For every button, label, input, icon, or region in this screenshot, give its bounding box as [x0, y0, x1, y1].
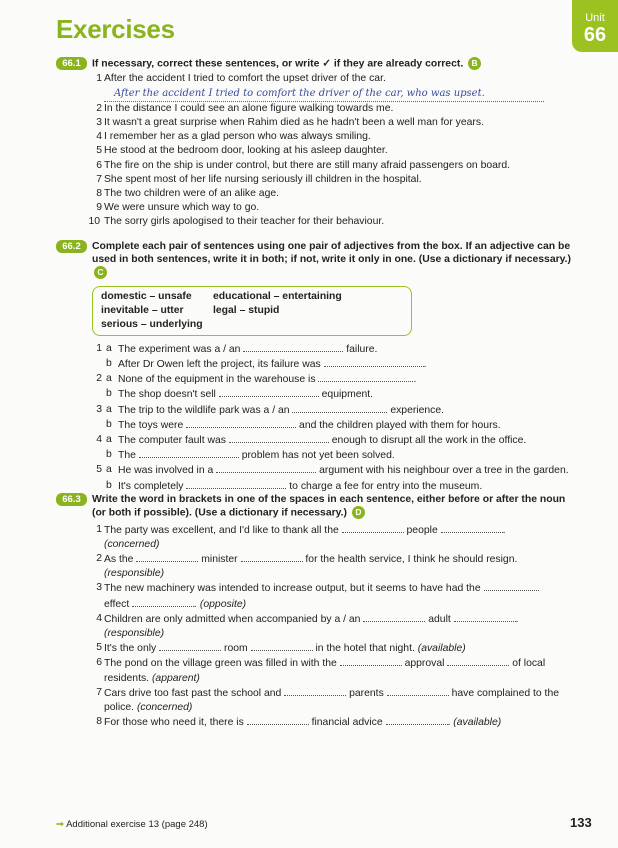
- list-item: b The problem has not yet been solved.: [106, 449, 395, 462]
- example-answer: [56, 87, 576, 102]
- list-item: b The shop doesn't sell equipment.: [106, 388, 374, 401]
- answer-blank[interactable]: [340, 656, 402, 666]
- answer-blank[interactable]: [186, 479, 286, 489]
- unit-number: 66: [583, 24, 607, 46]
- answer-blank[interactable]: [318, 372, 413, 382]
- exercise-66-3: [56, 493, 576, 731]
- page-number: 133: [570, 815, 592, 830]
- answer-blank[interactable]: [454, 612, 516, 622]
- item-list: [56, 523, 576, 731]
- section-badge: B: [468, 57, 481, 70]
- word-pair: educational – entertaining: [213, 290, 342, 302]
- answer-blank[interactable]: [284, 686, 346, 696]
- answer-blank[interactable]: [324, 357, 424, 367]
- handwritten-answer: After the accident I tried to comfort the driver of the car, who was upset.: [104, 87, 544, 102]
- answer-blank[interactable]: [186, 418, 296, 428]
- exercise-number: 66.1: [56, 57, 87, 70]
- exercise-heading: [56, 240, 576, 280]
- answer-blank[interactable]: [387, 686, 449, 696]
- answer-blank[interactable]: [386, 715, 448, 725]
- unit-tab: [572, 0, 618, 52]
- answer-blank[interactable]: [136, 552, 198, 562]
- answer-blank[interactable]: [132, 597, 194, 607]
- word-pair: inevitable – utter: [101, 304, 184, 316]
- answer-blank[interactable]: [363, 612, 425, 622]
- answer-blank[interactable]: [229, 433, 329, 443]
- list-item: 9 We were unsure which way to go.: [96, 202, 260, 214]
- list-item: b It's completely to charge a fee for entry into the museum.: [106, 479, 483, 492]
- answer-blank[interactable]: [484, 581, 539, 591]
- list-item: 4 I remember her as a glad person who was always smiling.: [96, 131, 371, 143]
- list-item: 6 The pond on the village green was filled in with the approval of local residents. (apparent): [96, 657, 546, 684]
- list-item: 3 a The trip to the wildlife park was a / an experience.: [96, 403, 445, 416]
- list-item: 2 As the minister for the health service, I think he should resign. (responsible): [96, 553, 518, 580]
- item-list: [56, 72, 576, 229]
- additional-exercise-link[interactable]: ➞ Additional exercise 13 (page 248): [56, 819, 208, 830]
- exercise-number: 66.3: [56, 493, 87, 506]
- list-item: 8 For those who need it, there is financial advice . (available): [96, 716, 502, 729]
- word-pair: legal – stupid: [213, 304, 280, 316]
- page-title: Exercises: [56, 14, 175, 44]
- answer-blank[interactable]: [241, 552, 303, 562]
- list-item: 10 The sorry girls apologised to their teacher for their behaviour.: [88, 216, 385, 228]
- exercise-heading: [56, 57, 576, 70]
- list-item: 1 The party was excellent, and I'd like to thank all the people . (concerned): [96, 523, 506, 550]
- list-item: 5 a He was involved in a argument with his neighbour over a tree in the garden.: [96, 464, 569, 477]
- list-item: 5 He stood at the bedroom door, looking at his asleep daughter.: [96, 145, 388, 157]
- answer-blank[interactable]: [247, 715, 309, 725]
- answer-blank[interactable]: [251, 641, 313, 651]
- list-item: 8 The two children were of an alike age.: [96, 188, 280, 200]
- exercise-66-1: [56, 57, 576, 230]
- list-item: 7 Cars drive too fast past the school and parents have complained to the police. (concerned): [96, 686, 560, 714]
- exercise-heading: [56, 493, 576, 520]
- word-pair: serious – underlying: [101, 318, 203, 330]
- list-item: b The toys were and the children played with them for hours.: [106, 418, 501, 431]
- list-item: b After Dr Owen left the project, its failure was .: [106, 358, 427, 371]
- answer-blank[interactable]: [139, 448, 239, 458]
- word-pair: domestic – unsafe: [101, 290, 192, 302]
- arrow-right-icon: ➞: [56, 819, 64, 830]
- list-item: 4 a The computer fault was enough to disrupt all the work in the office.: [96, 434, 527, 447]
- list-item: 3 The new machinery was intended to increase output, but it seems to have had the effect . (opposite): [56, 581, 576, 611]
- item-list: [56, 342, 576, 494]
- answer-blank[interactable]: [447, 656, 509, 666]
- exercise-instruction: If necessary, correct these sentences, or write ✓ if they are already correct.: [92, 58, 464, 70]
- answer-blank[interactable]: [243, 342, 343, 352]
- answer-blank[interactable]: [216, 463, 316, 473]
- word-box: [92, 286, 412, 336]
- list-item: 2 In the distance I could see an alone figure walking towards me.: [96, 102, 394, 114]
- exercise-instruction: Complete each pair of sentences using one pair of adjectives from the box. If an adjective can be used in both sentences, write it in both; if not, write it only in one. (Use a dictionary if necessary.): [92, 241, 572, 266]
- list-item: 6 The fire on the ship is under control, but there are still many afraid passengers on board.: [96, 159, 511, 171]
- exercise-number: 66.2: [56, 240, 87, 253]
- list-item: 4 Children are only admitted when accompanied by a / an adult . (responsible): [96, 612, 519, 640]
- unit-label: Unit: [585, 12, 605, 24]
- exercise-instruction: Write the word in brackets in one of the spaces in each sentence, either before or after the noun (or both if possible). (Use a dictionary if necessary.): [92, 494, 566, 519]
- list-item: 3 It wasn't a great surprise when Rahim died as he hadn't been a well man for years.: [96, 117, 484, 129]
- section-badge: C: [94, 266, 107, 279]
- answer-blank[interactable]: [159, 641, 221, 651]
- answer-blank[interactable]: [441, 523, 503, 533]
- list-item: 1 a The experiment was a / an failure.: [96, 342, 378, 355]
- section-badge: D: [352, 506, 365, 519]
- list-item: 1 After the accident I tried to comfort the upset driver of the car.: [96, 73, 386, 85]
- exercise-66-2: [56, 240, 576, 494]
- answer-blank[interactable]: [219, 387, 319, 397]
- list-item: 2 a None of the equipment in the warehouse is .: [96, 373, 417, 386]
- list-item: 5 It's the only room in the hotel that night. (available): [96, 642, 466, 655]
- answer-blank[interactable]: [292, 403, 387, 413]
- list-item: 7 She spent most of her life nursing seriously ill children in the hospital.: [96, 173, 422, 185]
- answer-blank[interactable]: [342, 523, 404, 533]
